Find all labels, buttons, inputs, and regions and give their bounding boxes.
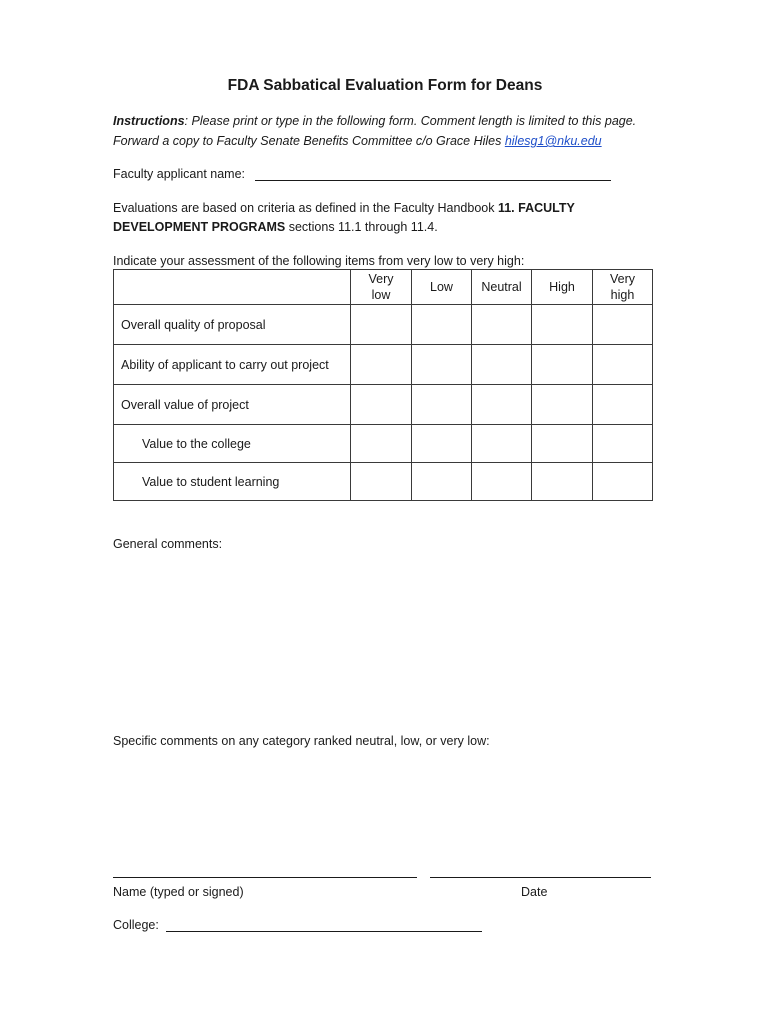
email-link[interactable]: hilesg1@nku.edu	[504, 134, 602, 148]
table-row	[114, 463, 653, 501]
row-label: Value to the college	[114, 425, 351, 463]
rating-cell[interactable]	[412, 425, 472, 463]
rating-cell[interactable]	[593, 425, 653, 463]
rating-cell[interactable]	[472, 425, 532, 463]
instructions-label: Instructions	[113, 114, 185, 128]
header-high: High	[532, 270, 593, 305]
criteria-text-2: sections 11.1 through 11.4.	[285, 220, 438, 234]
rating-cell[interactable]	[532, 305, 593, 345]
row-label: Overall value of project	[114, 385, 351, 425]
instructions-text: : Please print or type in the following form. Comment length is limited to this page.	[184, 114, 637, 128]
rating-cell[interactable]	[472, 385, 532, 425]
rating-cell[interactable]	[412, 305, 472, 345]
specific-comments-area[interactable]	[113, 753, 653, 863]
rating-cell[interactable]	[532, 463, 593, 501]
table-row	[114, 305, 653, 345]
header-neutral: Neutral	[472, 270, 532, 305]
name-label: Name (typed or signed)	[113, 885, 244, 899]
header-low: Low	[412, 270, 472, 305]
header-blank-cell	[114, 270, 351, 305]
date-label: Date	[521, 885, 548, 899]
table-header-row	[114, 270, 653, 305]
college-row	[113, 915, 482, 935]
row-label: Ability of applicant to carry out project	[114, 345, 351, 385]
criteria-line-1	[113, 198, 575, 218]
rating-cell[interactable]	[351, 345, 412, 385]
criteria-bold-1: 11. FACULTY	[497, 201, 575, 215]
date-line[interactable]	[430, 877, 651, 878]
rating-cell[interactable]	[593, 345, 653, 385]
row-label: Overall quality of proposal	[114, 305, 351, 345]
rating-cell[interactable]	[351, 425, 412, 463]
criteria-bold-2: DEVELOPMENT PROGRAMS	[113, 220, 286, 234]
applicant-name-row	[113, 164, 611, 184]
rating-cell[interactable]	[472, 463, 532, 501]
rating-cell[interactable]	[532, 345, 593, 385]
general-comments-area[interactable]	[113, 556, 653, 716]
signature-line[interactable]	[113, 877, 417, 878]
college-field[interactable]	[166, 931, 482, 932]
table-row	[114, 385, 653, 425]
rating-cell[interactable]	[532, 385, 593, 425]
rating-cell[interactable]	[351, 385, 412, 425]
rating-cell[interactable]	[412, 463, 472, 501]
table-row	[114, 345, 653, 385]
assessment-intro: Indicate your assessment of the following items from very low to very high:	[113, 254, 525, 268]
applicant-name-field[interactable]	[255, 180, 611, 181]
general-comments-label: General comments:	[113, 537, 223, 551]
specific-comments-label: Specific comments on any category ranked neutral, low, or very low:	[113, 734, 490, 748]
rating-cell[interactable]	[472, 305, 532, 345]
row-label: Value to student learning	[114, 463, 351, 501]
criteria-text-1: Evaluations are based on criteria as defined in the Faculty Handbook	[113, 201, 498, 215]
rating-cell[interactable]	[351, 305, 412, 345]
rating-cell[interactable]	[412, 345, 472, 385]
forward-text: Forward a copy to Faculty Senate Benefits Committee c/o Grace Hiles	[113, 134, 505, 148]
table-row	[114, 425, 653, 463]
rating-cell[interactable]	[472, 345, 532, 385]
instructions-line-1	[113, 111, 636, 131]
page-title: FDA Sabbatical Evaluation Form for Deans	[227, 77, 543, 94]
rating-cell[interactable]	[593, 305, 653, 345]
criteria-line-2	[113, 217, 438, 237]
rating-cell[interactable]	[351, 463, 412, 501]
applicant-name-label: Faculty applicant name:	[113, 167, 246, 181]
rating-cell[interactable]	[532, 425, 593, 463]
header-very-high: Very high	[593, 270, 653, 305]
rating-cell[interactable]	[593, 463, 653, 501]
rating-cell[interactable]	[593, 385, 653, 425]
college-label: College:	[113, 918, 159, 932]
header-very-low: Very low	[351, 270, 412, 305]
instructions-line-2	[113, 131, 602, 151]
assessment-table	[113, 269, 653, 501]
rating-cell[interactable]	[412, 385, 472, 425]
